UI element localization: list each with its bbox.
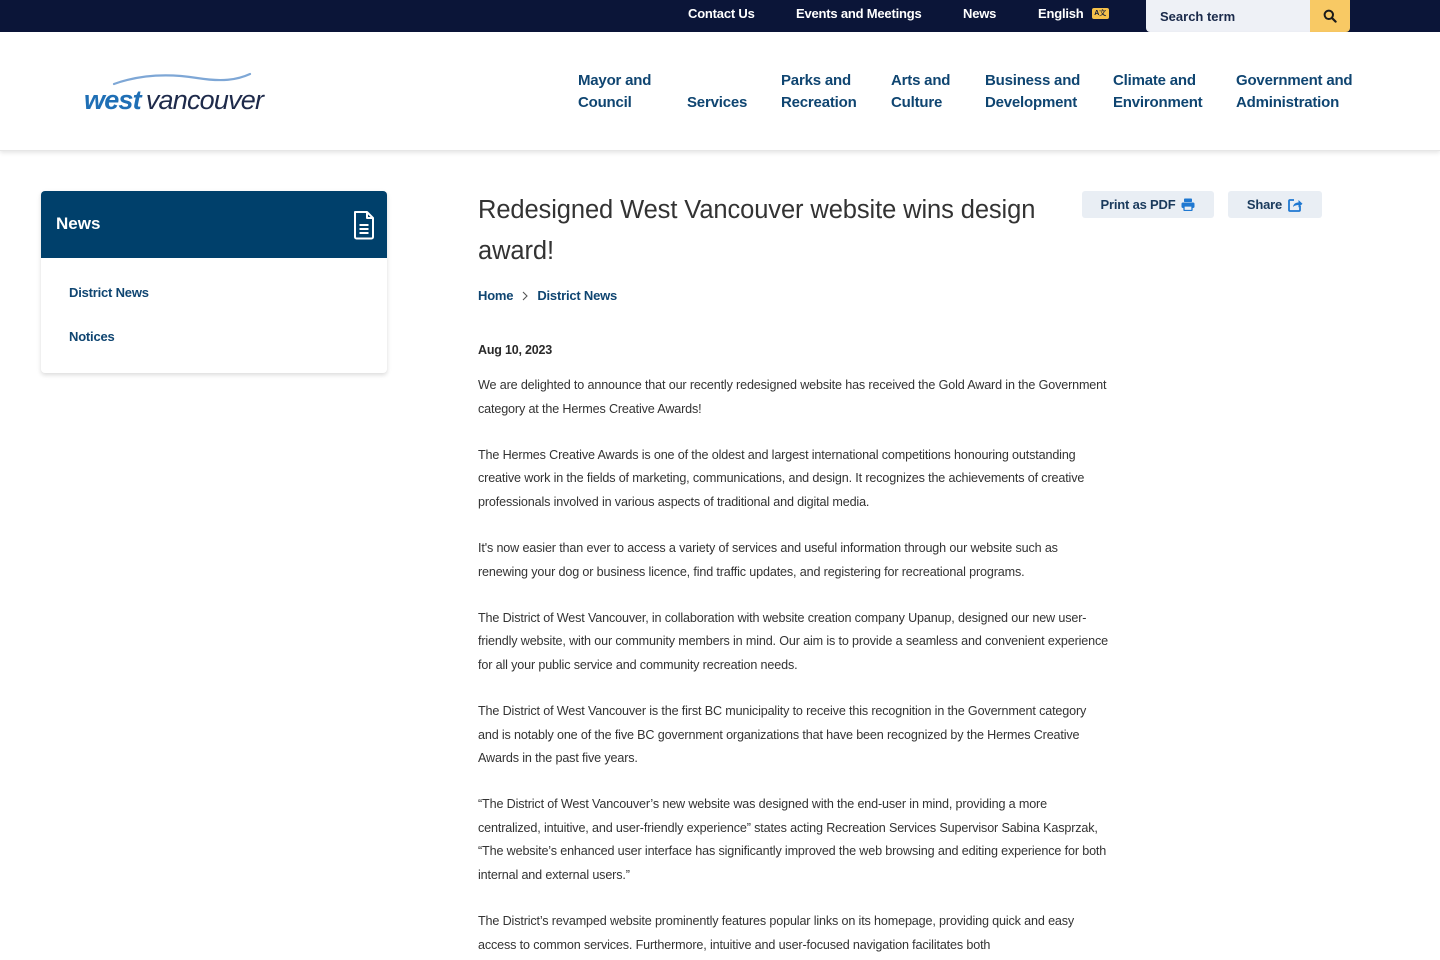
article-paragraph: The District of West Vancouver, in collaboration with website creation company Upanup, designed our new user-friendly website, with our community members in mind. Our aim is to provide a seamless and convenient experience for all your public service and community recreation needs. xyxy=(478,610,1108,672)
chevron-right-icon xyxy=(521,291,529,301)
breadcrumb xyxy=(478,288,617,303)
share-button[interactable] xyxy=(1228,191,1322,218)
article-paragraph: The District’s revamped website prominently features popular links on its homepage, providing quick and easy access to common services. Furthermore, intuitive and user-focused navigation facilitates both xyxy=(478,914,1075,952)
west-vancouver-logo[interactable] xyxy=(84,72,284,118)
sidebar-news-menu xyxy=(41,191,387,373)
nav-climate-and-environment[interactable]: Climate and Environment xyxy=(1113,72,1203,111)
article-paragraph: It's now easier than ever to access a variety of services and useful information through our website such as renewing your dog or business licence, find traffic updates, and registering for recreational programs. xyxy=(478,540,1058,579)
main-header xyxy=(0,32,1440,151)
article-paragraph: The Hermes Creative Awards is one of the oldest and largest international competitions honouring outstanding creative work in the fields of marketing, communications, and design. It recognizes the achievements of creative professionals involved in various aspects of traditional and digital media. xyxy=(478,447,1085,509)
article-date: Aug 10, 2023 xyxy=(478,343,553,357)
page-title: Redesigned West Vancouver website wins design award! xyxy=(478,196,1036,265)
search-button[interactable] xyxy=(1310,0,1350,32)
nav-services[interactable]: Services xyxy=(687,94,748,111)
article-body xyxy=(478,374,1108,960)
print-as-pdf-button[interactable] xyxy=(1082,191,1214,218)
sidebar-item-district-news[interactable]: District News xyxy=(69,285,149,300)
search-box xyxy=(1146,0,1310,32)
printer-icon xyxy=(1181,198,1195,211)
breadcrumb-district-news[interactable]: District News xyxy=(537,288,618,303)
nav-parks-and-recreation[interactable]: Parks and Recreation xyxy=(781,72,857,111)
sidebar-header xyxy=(41,191,387,258)
news-link[interactable]: News xyxy=(963,6,997,21)
search-input[interactable] xyxy=(1146,0,1310,32)
article-paragraph: “The District of West Vancouver’s new website was designed with the end-user in mind, providing a more centralized, intuitive, and user-friendly experience” states acting Recreation Services Supervisor Sabina Kasprzak, “The website’s enhanced user interface has significantly improved the web browsing and editing experience for both internal and external users.” xyxy=(478,797,1107,882)
sidebar-title: News xyxy=(56,214,101,233)
share-label: Share xyxy=(1246,197,1283,212)
nav-mayor-and-council[interactable]: Mayor and Council xyxy=(578,72,652,111)
article-paragraph: The District of West Vancouver is the first BC municipality to receive this recognition in the Government category and is notably one of the five BC government organizations that have been recognized by the Hermes Creative Awards in the past five years. xyxy=(478,703,1087,766)
share-icon xyxy=(1288,198,1303,212)
sidebar-item-notices[interactable]: Notices xyxy=(69,329,115,344)
search-icon xyxy=(1323,9,1337,23)
events-and-meetings-link[interactable]: Events and Meetings xyxy=(796,6,922,21)
logo-text: west vancouver xyxy=(84,85,264,115)
print-label: Print as PDF xyxy=(1100,197,1176,212)
translate-icon: A文 xyxy=(1092,8,1109,19)
language-label: English xyxy=(1038,6,1084,21)
contact-us-link[interactable]: Contact Us xyxy=(688,6,755,21)
language-selector[interactable] xyxy=(1038,0,1109,32)
breadcrumb-home[interactable]: Home xyxy=(478,288,514,303)
utility-bar xyxy=(0,0,1440,32)
nav-government-and-administration[interactable]: Government and Administration xyxy=(1236,72,1353,111)
nav-arts-and-culture[interactable]: Arts and Culture xyxy=(891,72,951,111)
document-icon xyxy=(352,210,376,240)
nav-business-and-development[interactable]: Business and Development xyxy=(985,72,1081,111)
article-paragraph: We are delighted to announce that our recently redesigned website has received the Gold Award in the Government category at the Hermes Creative Awards! xyxy=(478,378,1107,416)
